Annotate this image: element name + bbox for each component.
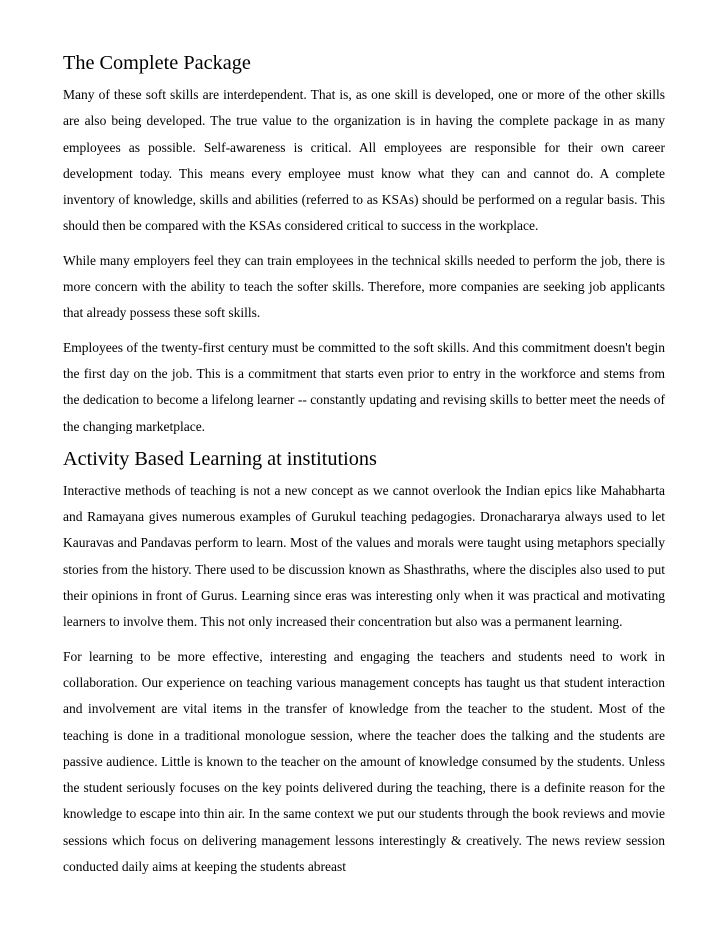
section-complete-package [63, 52, 665, 440]
section-activity-based-learning [63, 448, 665, 880]
paragraph: For learning to be more effective, interesting and engaging the teachers and students need to work in collaboration. Our experience on teaching various management concepts has taught us that student interaction and involvement are vital items in the transfer of knowledge from the teacher to the student. Most of the teaching is done in a traditional monologue session, where the teacher does the talking and the students are passive audience. Little is known to the teacher on the amount of knowledge consumed by the students. Unless the student seriously focuses on the key points delivered during the teaching, there is a definite reason for the knowledge to escape into thin air. In the same context we put our students through the book reviews and movie sessions which focus on delivering management lessons interestingly & creatively. The news review session conducted daily aims at keeping the students abreast [63, 648, 665, 875]
paragraph: Employees of the twenty-first century must be committed to the soft skills. And this commitment doesn't begin the first day on the job. This is a commitment that starts even prior to entry in the workforce and stems from the dedication to become a lifelong learner -- constantly updating and revising skills to better meet the needs of the changing marketplace. [63, 339, 665, 434]
paragraph: While many employers feel they can train employees in the technical skills needed to perform the job, there is more concern with the ability to teach the softer skills. Therefore, more companies are seeking job applicants that already possess these soft skills. [63, 252, 665, 321]
section-heading: The Complete Package [63, 52, 251, 74]
section-heading: Activity Based Learning at institutions [63, 447, 377, 470]
paragraph: Many of these soft skills are interdependent. That is, as one skill is developed, one or more of the other skills are also being developed. The true value to the organization is in having the complete package in as many employees as possible. Self-awareness is critical. All employees are responsible for their own career development today. This means every employee must know what they can and cannot do. A complete inventory of knowledge, skills and abilities (referred to as KSAs) should be performed on a regular basis. This should then be compared with the KSAs considered critical to success in the workplace. [63, 87, 665, 234]
paragraph: Interactive methods of teaching is not a new concept as we cannot overlook the Indian epics like Mahabharta and Ramayana gives numerous examples of Gurukul teaching pedagogies. Dronachararya always used to let Kauravas and Pandavas perform to learn. Most of the values and morals were taught using metaphors specially stories from the history. There used to be discussion known as Shasthraths, where the disciples also used to put their opinions in front of Gurus. Learning since eras was interesting only when it was practical and motivating learners to involve them. This not only increased their concentration but also was a permanent learning. [63, 482, 665, 630]
document-page [63, 52, 665, 888]
